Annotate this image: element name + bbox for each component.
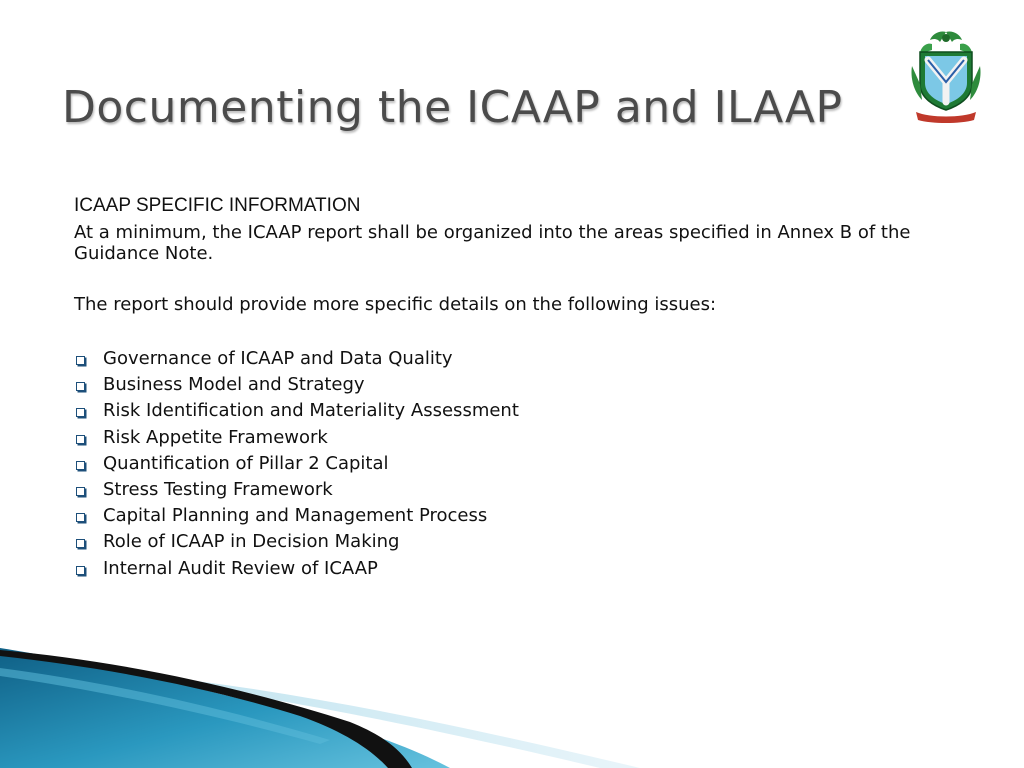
lead-paragraph: The report should provide more specific details on the following issues: [74,294,717,315]
list-item [74,451,964,477]
list-item-label: Role of ICAAP in Decision Making [103,531,400,553]
list-item [74,503,964,529]
list-item [74,556,964,582]
list-item-label: Internal Audit Review of ICAAP [103,557,378,579]
list-item [74,346,964,372]
list-item-label: Governance of ICAAP and Data Quality [103,348,453,369]
list-item [74,372,964,398]
list-item-label: Stress Testing Framework [103,479,333,501]
checkbox-bullet-icon [76,461,85,470]
intro-paragraph: At a minimum, the ICAAP report shall be organized into the areas specified in Annex B of the Guidance Note. [74,222,911,264]
checkbox-bullet-icon [76,566,85,575]
list-item-label: Quantification of Pillar 2 Capital [103,452,389,474]
list-item [74,477,964,503]
list-item-label: Risk Appetite Framework [103,426,328,448]
checkbox-bullet-icon [76,382,85,391]
checkbox-bullet-icon [76,487,85,496]
checkbox-bullet-icon [76,513,85,522]
checkbox-bullet-icon [76,356,85,365]
slide-content [74,194,964,582]
checkbox-bullet-icon [76,408,85,417]
list-item [74,398,964,424]
central-bank-emblem-icon [906,26,986,126]
list-item-label: Capital Planning and Management Process [103,505,488,527]
list-item [74,529,964,555]
list-item-label: Risk Identification and Materiality Assessment [103,400,519,422]
list-item-label: Business Model and Strategy [103,374,365,396]
section-heading: ICAAP SPECIFIC INFORMATION [74,195,361,216]
issue-list [74,346,964,582]
checkbox-bullet-icon [76,539,85,548]
slide-title: Documenting the ICAAP and ILAAP [62,82,843,133]
checkbox-bullet-icon [76,435,85,444]
list-item [74,425,964,451]
